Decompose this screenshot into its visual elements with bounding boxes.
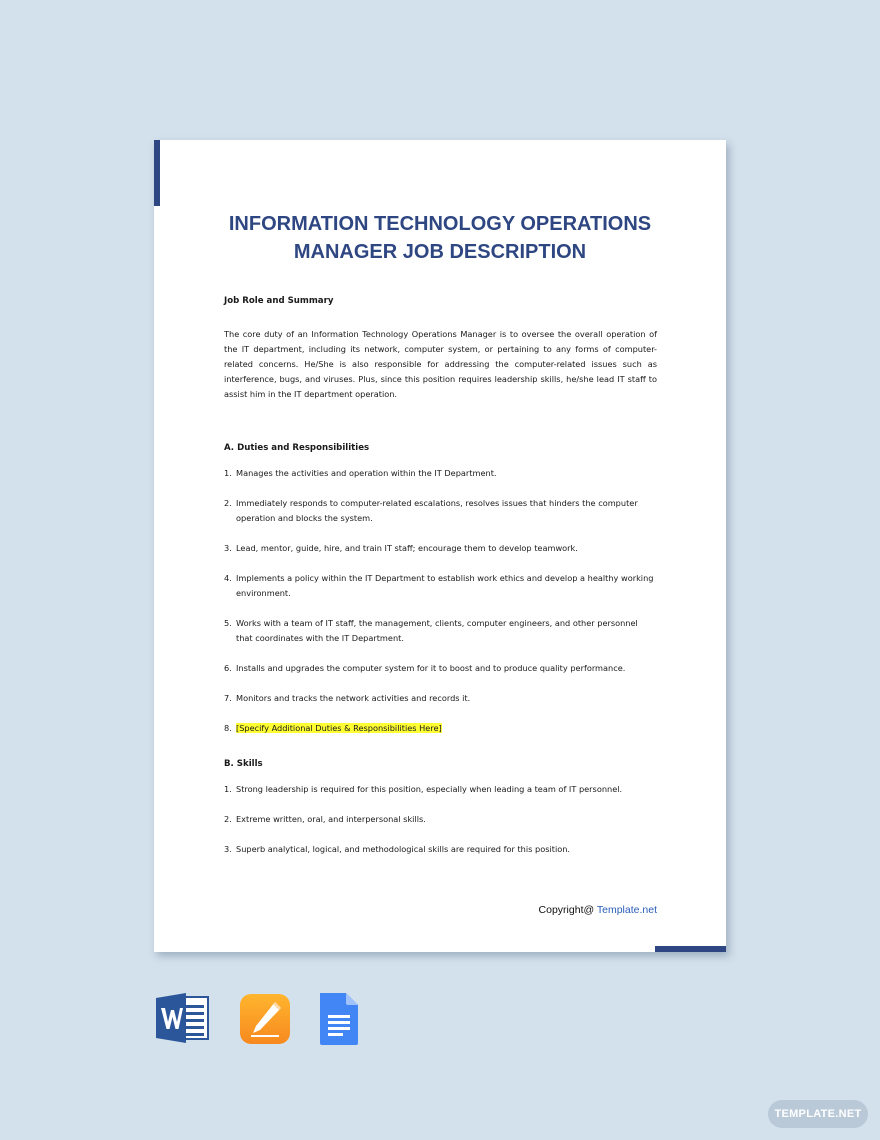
duty-item-text — [236, 691, 657, 706]
duty-item-number: 3. — [224, 543, 232, 553]
duty-item-text-value: Monitors and tracks the network activities and records it. — [236, 693, 471, 703]
duty-item-text — [236, 616, 657, 646]
duty-item-number: 4. — [224, 573, 232, 583]
duty-item-number: 1. — [224, 468, 232, 478]
pages-icon[interactable] — [239, 993, 291, 1045]
skill-item-text — [236, 842, 657, 857]
duty-item-number: 5. — [224, 618, 232, 628]
skill-item — [224, 782, 657, 797]
skill-item-text-value: Superb analytical, logical, and methodological skills are required for this position. — [236, 844, 571, 854]
title-line-1: INFORMATION TECHNOLOGY OPERATIONS — [228, 213, 652, 235]
duty-item-text-value: Manages the activities and operation within the IT Department. — [236, 468, 497, 478]
skill-item-number: 2. — [224, 814, 232, 824]
duty-item-text — [236, 496, 657, 526]
left-accent-bar — [154, 140, 160, 206]
skill-item-text — [236, 782, 657, 797]
word-icon[interactable] — [156, 993, 210, 1043]
document-body — [224, 295, 657, 872]
skill-item-number: 1. — [224, 784, 232, 794]
duty-item-text-value: [Specify Additional Duties & Responsibilities Here] — [236, 723, 442, 733]
bottom-accent-bar — [655, 946, 726, 952]
duty-item-text — [236, 571, 657, 601]
duty-item-text — [236, 466, 657, 481]
duty-item — [224, 541, 657, 556]
copyright-site-link[interactable]: Template.net — [596, 904, 657, 916]
duty-item-text-value: Works with a team of IT staff, the management, clients, computer engineers, and other personnel that coordinates with the IT Department. — [236, 618, 638, 643]
duty-item-number: 2. — [224, 498, 232, 508]
duty-item — [224, 571, 657, 601]
duty-item-text-value: Immediately responds to computer-related escalations, resolves issues that hinders the computer operation and blocks the system. — [236, 498, 638, 523]
duty-item-text-value: Lead, mentor, guide, hire, and train IT staff; encourage them to develop teamwork. — [236, 543, 578, 553]
duty-item-number: 8. — [224, 723, 232, 733]
skill-item-text-value: Extreme written, oral, and interpersonal skills. — [236, 814, 426, 824]
skill-item-text-value: Strong leadership is required for this position, especially when leading a team of IT personnel. — [236, 784, 623, 794]
duty-item — [224, 466, 657, 481]
skill-item — [224, 812, 657, 827]
duty-item — [224, 691, 657, 706]
duty-item — [224, 721, 657, 736]
google-docs-icon[interactable] — [318, 993, 360, 1045]
duty-item-number: 6. — [224, 663, 232, 673]
skill-item-text — [236, 812, 657, 827]
duties-heading: A. Duties and Responsibilities — [224, 443, 370, 453]
duty-item-number: 7. — [224, 693, 232, 703]
copyright-label: Copyright@ — [538, 904, 597, 916]
duty-item-text — [236, 721, 657, 736]
document-title — [194, 210, 686, 266]
skills-list — [224, 782, 657, 857]
document-page — [154, 140, 726, 952]
copyright-line — [539, 904, 657, 916]
duty-item-text — [236, 661, 657, 676]
skill-item — [224, 842, 657, 857]
duty-item — [224, 616, 657, 646]
duty-item — [224, 661, 657, 676]
duty-item-text-value: Implements a policy within the IT Department to establish work ethics and develop a healthy working environment. — [236, 573, 654, 598]
summary-heading: Job Role and Summary — [224, 296, 334, 306]
duty-item-text-value: Installs and upgrades the computer system for it to boost and to produce quality performance. — [236, 663, 626, 673]
title-line-2: MANAGER JOB DESCRIPTION — [293, 241, 587, 263]
summary-paragraph: The core duty of an Information Technology Operations Manager is to oversee the overall operation of the IT department, including its network, computer system, or pertaining to any forms of computer-related concerns. He/She is also responsible for addressing the computer-related issues such as interference, bugs, and viruses. Plus, since this position requires leadership skills, he/she lead IT staff to assist him in the IT department operation. — [224, 329, 657, 399]
duty-item — [224, 496, 657, 526]
template-net-badge[interactable]: TEMPLATE.NET — [768, 1100, 868, 1128]
duty-item-text — [236, 541, 657, 556]
duties-list — [224, 466, 657, 736]
skill-item-number: 3. — [224, 844, 232, 854]
skills-heading: B. Skills — [224, 759, 263, 769]
